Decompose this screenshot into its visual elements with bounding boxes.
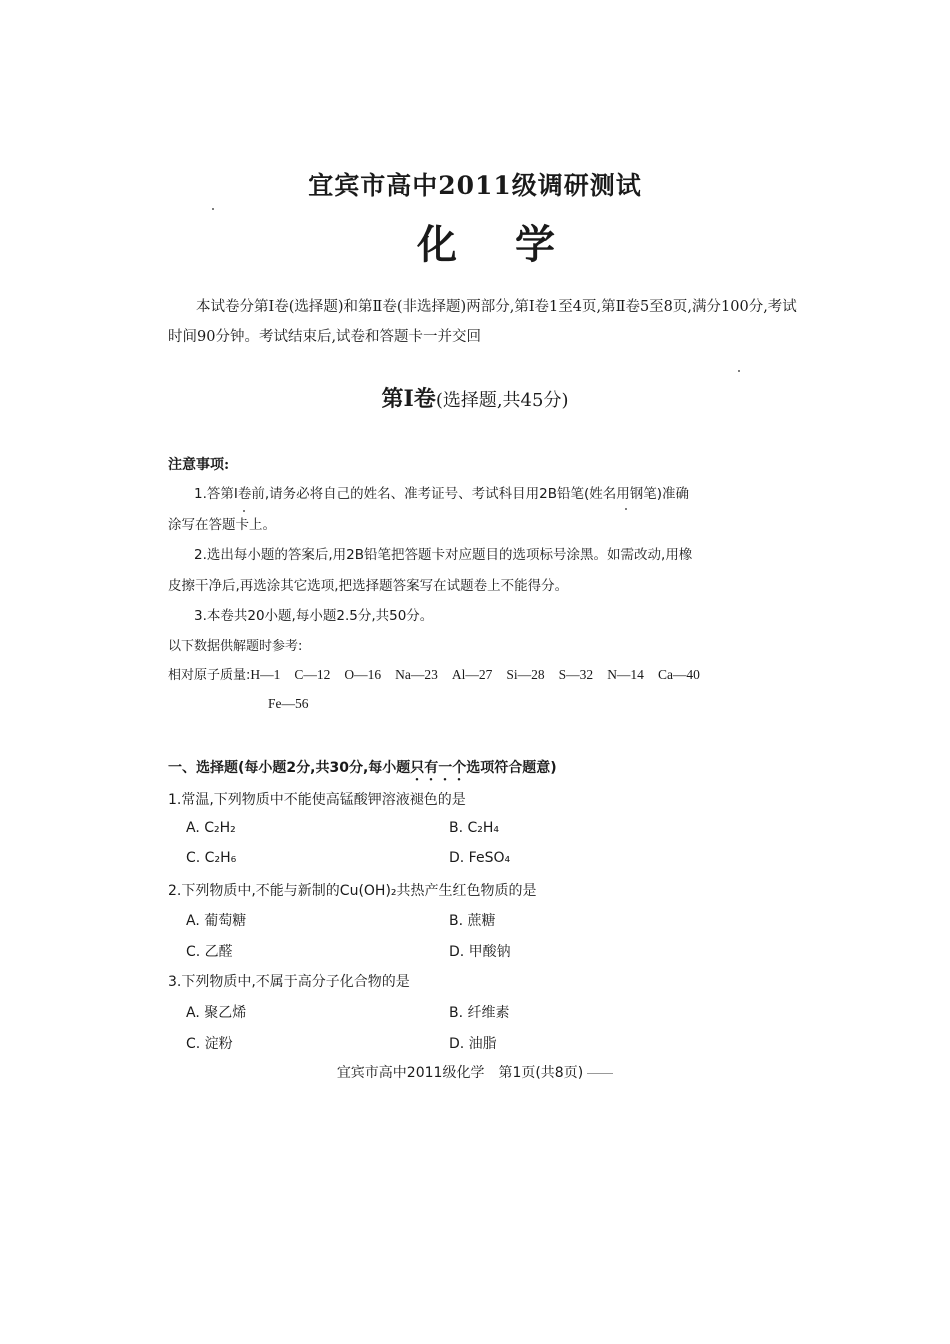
atomic-mass: Al—27 <box>451 667 493 682</box>
scan-speck <box>243 510 245 512</box>
atomic-mass: O—16 <box>344 667 382 682</box>
atomic-mass: Na—23 <box>395 667 438 682</box>
reference-note: 以下数据供解题时参考: <box>168 639 303 654</box>
atomic-mass: Si—28 <box>506 667 545 682</box>
question-3-stem: 3.下列物质中,不属于高分子化合物的是 <box>168 974 410 990</box>
question-2-option-a: A. 葡萄糖 <box>186 913 247 929</box>
section-one-suffix: 选项符合题意) <box>466 760 557 776</box>
notice-item-2-line-1: 2.选出每小题的答案后,用2B铅笔把答题卡对应题目的选项标号涂黑。如需改动,用橡 <box>194 547 693 563</box>
scan-speck <box>625 508 627 510</box>
footer-text: 宜宾市高中2011级化学 第1页(共8页) <box>336 1065 584 1081</box>
question-1-option-b: B. C₂H₄ <box>449 820 500 836</box>
part-one-label: 第Ⅰ卷 <box>381 386 436 412</box>
atomic-mass: C—12 <box>294 667 331 682</box>
question-2-option-b: B. 蔗糖 <box>449 913 496 929</box>
exam-title: 宜宾市高中2011级调研测试 <box>308 171 642 200</box>
question-1-option-d: D. FeSO₄ <box>449 850 511 866</box>
question-3-option-a: A. 聚乙烯 <box>186 1005 247 1021</box>
notice-item-2-line-2: 皮擦干净后,再选涂其它选项,把选择题答案写在试题卷上不能得分。 <box>168 578 569 594</box>
notice-item-3: 3.本卷共20小题,每小题2.5分,共50分。 <box>194 608 434 624</box>
atomic-mass: H—1 <box>250 667 281 682</box>
question-3-option-c: C. 淀粉 <box>186 1036 233 1052</box>
question-2-option-d: D. 甲酸钠 <box>449 944 511 960</box>
atomic-mass: N—14 <box>607 667 644 682</box>
atomic-mass-last: Fe—56 <box>268 696 309 711</box>
question-2-option-c: C. 乙醛 <box>186 944 233 960</box>
section-one-prefix: 一、选择题(每小题2分,共30分,每小题 <box>168 760 411 776</box>
scan-speck <box>738 370 740 372</box>
notice-item-1-line-1: 1.答第Ⅰ卷前,请务必将自己的姓名、准考证号、考试科目用2B铅笔(姓名用钢笔)准确 <box>194 486 690 502</box>
footer-dash <box>587 1073 613 1074</box>
atomic-mass: Ca—40 <box>657 667 700 682</box>
part-one-detail: (选择题,共45分) <box>435 390 569 411</box>
part-one-heading <box>0 382 950 413</box>
atomic-masses-label: 相对原子质量: <box>168 668 251 683</box>
question-1-stem: 1.常温,下列物质中不能使高锰酸钾溶液褪色的是 <box>168 792 466 808</box>
atomic-masses <box>168 664 714 683</box>
question-3-option-d: D. 油脂 <box>449 1036 497 1052</box>
atomic-mass: S—32 <box>558 667 594 682</box>
scan-speck <box>212 208 214 210</box>
intro-paragraph: 本试卷分第Ⅰ卷(选择题)和第Ⅱ卷(非选择题)两部分,第Ⅰ卷1至4页,第Ⅱ卷5至8页,满分100分,考试时间90分钟。考试结束后,试卷和答题卡一并交回 <box>168 299 797 345</box>
page-footer <box>0 1062 950 1082</box>
question-2-stem: 2.下列物质中,不能与新制的Cu(OH)₂共热产生红色物质的是 <box>168 883 537 899</box>
question-1-option-c: C. C₂H₆ <box>186 850 237 866</box>
question-1-option-a: A. C₂H₂ <box>186 820 236 836</box>
notice-title: 注意事项: <box>168 457 230 473</box>
notice-item-1-line-2: 涂写在答题卡上。 <box>168 517 276 533</box>
subject-heading: 化 学 <box>417 221 577 268</box>
section-one-heading <box>168 757 557 784</box>
question-3-option-b: B. 纤维素 <box>449 1005 510 1021</box>
section-one-emphasis: 只有一个 <box>410 760 467 776</box>
